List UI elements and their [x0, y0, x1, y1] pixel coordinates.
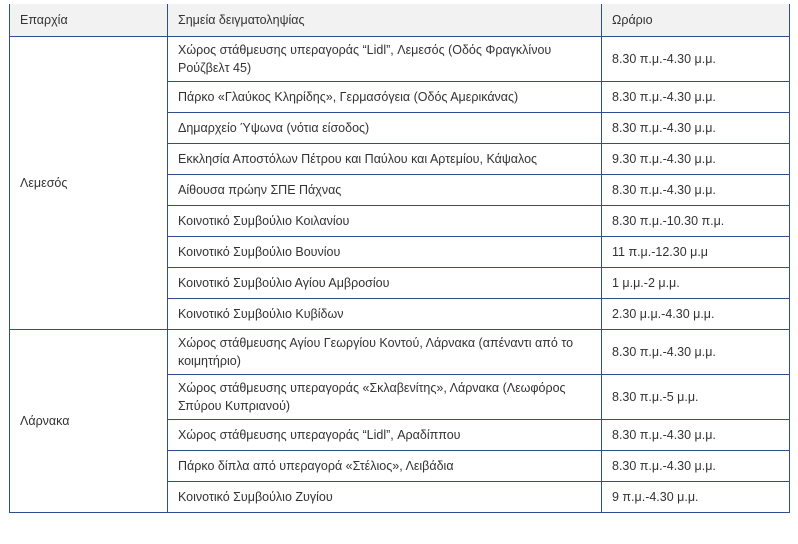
hours-cell: 8.30 π.μ.-4.30 μ.μ. [602, 37, 790, 82]
hours-cell: 9 π.μ.-4.30 μ.μ. [602, 482, 790, 513]
hours-cell: 8.30 π.μ.-4.30 μ.μ. [602, 175, 790, 206]
place-cell: Κοινοτικό Συμβούλιο Κοιλανίου [168, 206, 602, 237]
hours-cell: 9.30 π.μ.-4.30 μ.μ. [602, 144, 790, 175]
hours-cell: 11 π.μ.-12.30 μ.μ [602, 237, 790, 268]
hours-cell: 1 μ.μ.-2 μ.μ. [602, 268, 790, 299]
hours-cell: 2.30 μ.μ.-4.30 μ.μ. [602, 299, 790, 330]
hours-cell: 8.30 π.μ.-4.30 μ.μ. [602, 82, 790, 113]
sampling-table-container [9, 4, 789, 544]
hours-cell: 8.30 π.μ.-10.30 π.μ. [602, 206, 790, 237]
header-province: Επαρχία [10, 4, 168, 37]
hours-cell: 8.30 π.μ.-4.30 μ.μ. [602, 330, 790, 375]
place-cell: Πάρκο δίπλα από υπεραγορά «Στέλιος», Λειβάδια [168, 451, 602, 482]
place-cell: Κοινοτικό Συμβούλιο Αγίου Αμβροσίου [168, 268, 602, 299]
place-cell: Δημαρχείο Ύψωνα (νότια είσοδος) [168, 113, 602, 144]
table-row [10, 37, 790, 82]
hours-cell: 8.30 π.μ.-4.30 μ.μ. [602, 451, 790, 482]
place-cell: Χώρος στάθμευσης υπεραγοράς “Lidl”, Λεμεσός (Οδός Φραγκλίνου Ρούζβελτ 45) [168, 37, 602, 82]
place-cell: Αίθουσα πρώην ΣΠΕ Πάχνας [168, 175, 602, 206]
hours-cell: 8.30 π.μ.-5 μ.μ. [602, 375, 790, 420]
place-cell: Πάρκο «Γλαύκος Κληρίδης», Γερμασόγεια (Οδός Αμερικάνας) [168, 82, 602, 113]
hours-cell: 8.30 π.μ.-4.30 μ.μ. [602, 420, 790, 451]
place-cell: Κοινοτικό Συμβούλιο Βουνίου [168, 237, 602, 268]
header-hours: Ωράριο [602, 4, 790, 37]
region-cell-larnaca: Λάρνακα [10, 330, 168, 513]
region-cell-limassol: Λεμεσός [10, 37, 168, 330]
hours-cell: 8.30 π.μ.-4.30 μ.μ. [602, 113, 790, 144]
place-cell: Κοινοτικό Συμβούλιο Ζυγίου [168, 482, 602, 513]
header-sampling-points: Σημεία δειγματοληψίας [168, 4, 602, 37]
place-cell: Χώρος στάθμευσης Αγίου Γεωργίου Κοντού, Λάρνακα (απέναντι από το κοιμητήριο) [168, 330, 602, 375]
table-header-row [10, 4, 790, 37]
place-cell: Κοινοτικό Συμβούλιο Κυβίδων [168, 299, 602, 330]
place-cell: Εκκλησία Αποστόλων Πέτρου και Παύλου και Αρτεμίου, Κάψαλος [168, 144, 602, 175]
table-row [10, 330, 790, 375]
place-cell: Χώρος στάθμευσης υπεραγοράς «Σκλαβενίτης», Λάρνακα (Λεωφόρος Σπύρου Κυπριανού) [168, 375, 602, 420]
place-cell: Χώρος στάθμευσης υπεραγοράς “Lidl”, Αραδίππου [168, 420, 602, 451]
sampling-points-table [9, 4, 790, 513]
